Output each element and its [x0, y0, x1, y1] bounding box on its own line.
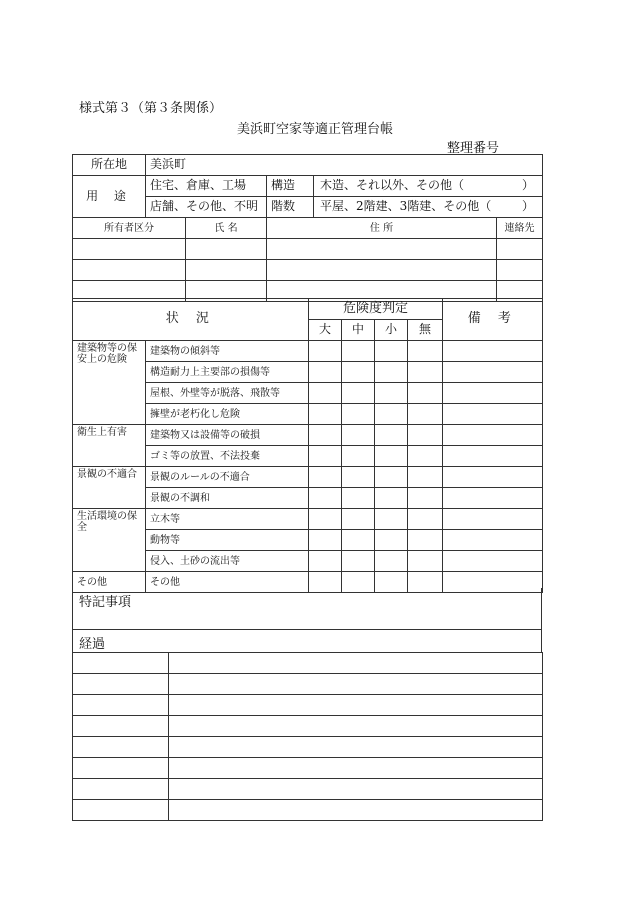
history-row [73, 716, 543, 737]
document-title: 美浜町空家等適正管理台帳 [236, 122, 393, 137]
use-options-2: 店舗、その他、不明 [146, 197, 267, 218]
form-number: 様式第３（第３条関係） [79, 101, 223, 116]
risk-assessment-header: 危険度判定 [309, 299, 443, 320]
item-label: 景観のルールの不適合 [146, 467, 309, 488]
basic-info-table [72, 154, 543, 302]
owner-address-header: 住 所 [267, 218, 497, 239]
special-notes-label: 特記事項 [79, 595, 132, 610]
floors-label: 階数 [267, 197, 314, 218]
item-label: 動物等 [146, 530, 309, 551]
owner-row [73, 239, 543, 260]
location-label: 所在地 [73, 155, 146, 176]
use-label: 用 途 [73, 176, 146, 218]
status-row [73, 467, 543, 488]
item-label: 立木等 [146, 509, 309, 530]
history-row [73, 653, 543, 674]
history-row [73, 779, 543, 800]
floors-options-text: 平屋、2階建、3階建、その他（ [320, 199, 492, 214]
item-label: ゴミ等の放置、不法投棄 [146, 446, 309, 467]
floors-options [314, 197, 543, 218]
history-row [73, 758, 543, 779]
history-row [73, 674, 543, 695]
item-label: 構造耐力上主要部の損傷等 [146, 362, 309, 383]
category-building-danger: 建築物等の保安上の危険 [73, 341, 146, 425]
item-label: 擁壁が老朽化し危険 [146, 404, 309, 425]
floors-close-paren: ） [522, 199, 535, 213]
status-header: 状 況 [73, 299, 309, 341]
owner-row [73, 260, 543, 281]
status-row [73, 509, 543, 530]
risk-level-large: 大 [309, 320, 342, 341]
structure-options [314, 176, 543, 197]
use-options-1: 住宅、倉庫、工場 [146, 176, 267, 197]
status-row [73, 341, 543, 362]
item-label: 景観の不調和 [146, 488, 309, 509]
structure-options-text: 木造、それ以外、その他（ [320, 178, 465, 193]
item-label: 屋根、外壁等が脱落、飛散等 [146, 383, 309, 404]
item-label: 建築物又は設備等の破損 [146, 425, 309, 446]
history-label: 経過 [79, 637, 106, 652]
status-row [73, 425, 543, 446]
category-living-environment: 生活環境の保全 [73, 509, 146, 572]
history-row [73, 695, 543, 716]
risk-level-medium: 中 [342, 320, 375, 341]
history-table [72, 652, 543, 821]
risk-level-none: 無 [408, 320, 443, 341]
location-value: 美浜町 [146, 155, 543, 176]
item-label: 建築物の傾斜等 [146, 341, 309, 362]
remarks-header: 備 考 [443, 299, 543, 341]
item-label: その他 [146, 572, 309, 593]
owner-name-header: 氏 名 [186, 218, 267, 239]
history-row [73, 737, 543, 758]
special-notes-section [72, 588, 542, 630]
structure-close-paren: ） [522, 178, 535, 192]
reference-number-label: 整理番号 [447, 141, 500, 156]
owner-contact-header: 連絡先 [497, 218, 543, 239]
risk-level-small: 小 [375, 320, 408, 341]
history-section [72, 630, 542, 653]
status-table [72, 298, 543, 593]
structure-label: 構造 [267, 176, 314, 197]
category-landscape: 景観の不適合 [73, 467, 146, 509]
category-other: その他 [73, 572, 146, 593]
item-label: 侵入、土砂の流出等 [146, 551, 309, 572]
owner-type-header: 所有者区分 [73, 218, 186, 239]
history-row [73, 800, 543, 821]
category-hygiene: 衛生上有害 [73, 425, 146, 467]
